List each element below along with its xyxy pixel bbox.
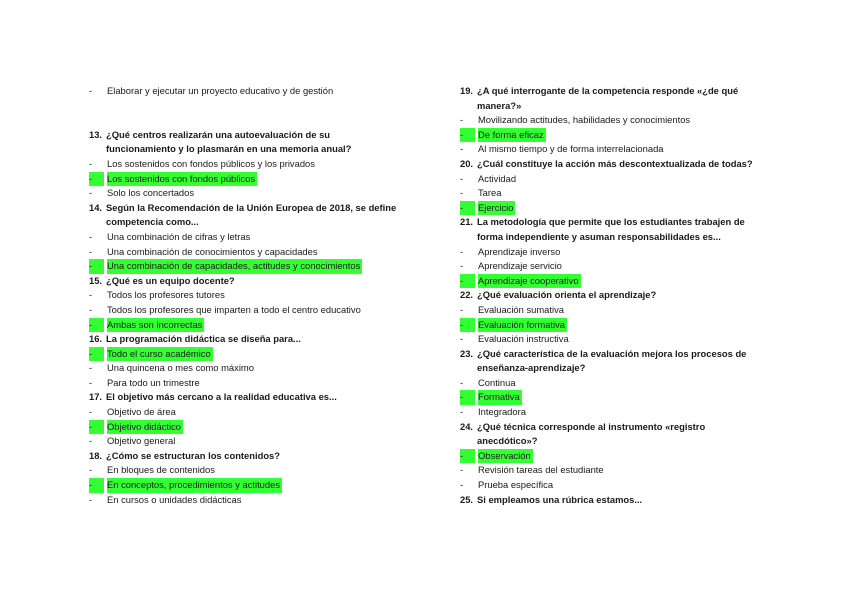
bullet-dash: - [89,376,93,388]
answer-option [89,376,419,391]
question [89,128,419,143]
answer-option [89,186,419,201]
answer-text: Los sostenidos con fondos públicos y los privados [107,157,315,169]
bullet-dash: - [460,464,464,476]
question-number: 15. [89,274,103,286]
bullet-dash: - [460,390,475,405]
question-text-continued: manera?» [477,99,522,111]
answer-text: Revisión tareas del estudiante [478,464,604,476]
question-text-continued: competencia como... [106,216,199,228]
answer-text: Observación [478,449,533,464]
question [460,157,800,172]
bullet-dash: - [460,172,464,184]
answer-text: Para todo un trimestre [107,376,200,388]
answer-text: Ejercicio [478,201,515,216]
answer-option [460,259,800,274]
answer-option-correct [89,318,419,333]
answer-text: Todo el curso académico [107,347,213,362]
answer-option [460,303,800,318]
bullet-dash: - [89,230,93,242]
question-number: 23. [460,347,474,359]
answer-option-correct [460,390,800,405]
bullet-dash: - [460,333,464,345]
answer-text: Una quincena o mes como máximo [107,362,254,374]
question-text: Si empleamos una rúbrica estamos... [477,493,643,505]
bullet-dash: - [460,479,464,491]
question-number: 19. [460,85,474,96]
question-number: 24. [460,420,474,432]
answer-text: En conceptos, procedimientos y actitudes [107,478,282,493]
answer-option [460,113,800,128]
bullet-dash: - [460,318,475,333]
answer-text: Una combinación de cifras y letras [107,230,251,242]
answer-text: Integradora [478,406,526,418]
question-text: Según la Recomendación de la Unión Europea de 2018, se define [106,201,397,213]
question-number: 14. [89,201,103,213]
question [89,390,419,405]
question-number: 22. [460,289,474,301]
question-number: 25. [460,493,474,505]
bullet-dash: - [89,493,93,505]
answer-option [89,493,419,508]
question-text-continued: anecdótico»? [477,435,538,447]
question-number: 17. [89,391,103,403]
bullet-dash: - [89,187,93,199]
question-text-continued: enseñanza-aprendizaje? [477,362,586,374]
answer-text: Objetivo de área [107,406,176,418]
question-text: ¿Qué característica de la evaluación mejora los procesos de [477,347,747,359]
question-text: ¿Qué centros realizarán una autoevaluación de su [106,128,331,140]
answer-option-correct [89,478,419,493]
question-text: ¿Cuál constituye la acción más descontextualizada de todas? [477,157,753,169]
bullet-dash: - [460,245,464,257]
question-text: La metodología que permite que los estudiantes trabajen de [477,216,745,228]
bullet-dash: - [460,303,464,315]
bullet-dash: - [89,259,104,274]
bullet-dash: - [89,406,93,418]
bullet-dash: - [460,406,464,418]
answer-option [89,288,419,303]
question-number: 21. [460,216,474,228]
question [460,420,800,435]
answer-option-correct [460,318,800,333]
question [89,201,419,216]
answer-option [89,230,419,245]
question-text: ¿Qué técnica corresponde al instrumento «registro [477,420,706,432]
bullet-dash: - [89,85,93,96]
answer-option [460,376,800,391]
question-text: ¿A qué interrogante de la competencia responde «¿de qué [477,85,739,96]
bullet-dash: - [89,318,104,333]
answer-text: Prueba específica [478,479,554,491]
answer-text: Movilizando actitudes, habilidades y conocimientos [478,114,691,126]
answer-option-correct [89,259,419,274]
bullet-dash: - [460,260,464,272]
question [460,288,800,303]
answer-text: Todos los profesores tutores [107,289,225,301]
question [460,347,800,362]
answer-option [460,245,800,260]
answer-text: Continua [478,376,516,388]
question-text: La programación didáctica se diseña para... [106,333,301,345]
bullet-dash: - [89,362,93,374]
question [89,332,419,347]
question-text: ¿Qué evaluación orienta el aprendizaje? [477,289,657,301]
bullet-dash: - [89,420,104,435]
answer-text: Objetivo general [107,435,176,447]
answer-text: Al mismo tiempo y de forma interrelacionada [478,143,664,155]
answer-text: Evaluación sumativa [478,303,564,315]
answer-text: Elaborar y ejecutar un proyecto educativo y de gestión [107,85,334,96]
bullet-dash: - [460,143,464,155]
bullet-dash: - [89,464,93,476]
question-text: ¿Qué es un equipo docente? [106,274,235,286]
answer-option [89,303,419,318]
answer-text: Objetivo didáctico [107,420,183,435]
question [460,493,800,508]
blank-line [89,113,419,128]
bullet-dash: - [89,347,104,362]
question-number: 13. [89,128,103,140]
bullet-dash: - [89,289,93,301]
question [460,84,800,99]
answer-text: En bloques de contenidos [107,464,215,476]
answer-text: Una combinación de conocimientos y capacidades [107,245,318,257]
answer-text: Actividad [478,172,517,184]
question [460,215,800,230]
answer-text: Todos los profesores que imparten a todo el centro educativo [107,303,361,315]
answer-option [460,172,800,187]
answer-text: Una combinación de capacidades, actitudes y conocimientos [107,259,362,274]
answer-option [89,157,419,172]
answer-option-correct [460,449,800,464]
question-number: 16. [89,333,103,345]
answer-text: Aprendizaje inverso [478,245,561,257]
right-column [460,84,800,507]
answer-option [460,463,800,478]
answer-text: De forma eficaz [478,128,546,143]
question-text: ¿Cómo se estructuran los contenidos? [106,449,280,461]
bullet-dash: - [89,245,93,257]
answer-option-correct [460,274,800,289]
answer-text: En cursos o unidades didácticas [107,493,242,505]
bullet-dash: - [460,201,475,216]
bullet-dash: - [89,303,93,315]
bullet-dash: - [460,376,464,388]
question [89,449,419,464]
bullet-dash: - [89,157,93,169]
answer-option [460,405,800,420]
answer-option [89,245,419,260]
answer-option [89,405,419,420]
answer-text: Evaluación formativa [478,318,567,333]
bullet-dash: - [89,435,93,447]
bullet-dash: - [89,478,104,493]
answer-text: Tarea [478,187,502,199]
answer-text: Ambas son incorrectas [107,318,204,333]
question-number: 18. [89,449,103,461]
answer-option [89,84,419,99]
question-number: 20. [460,157,474,169]
answer-text: Aprendizaje servicio [478,260,562,272]
answer-option [89,434,419,449]
answer-option-correct [460,201,800,216]
answer-option [89,463,419,478]
answer-option-correct [89,347,419,362]
answer-text: Los sostenidos con fondos públicos [107,172,257,187]
left-column [89,84,419,507]
blank-line [89,99,419,114]
bullet-dash: - [460,114,464,126]
bullet-dash: - [460,128,475,143]
question-text-continued: funcionamiento y lo plasmarán en una memoria anual? [106,143,352,155]
bullet-dash: - [89,172,104,187]
question-text: El objetivo más cercano a la realidad educativa es... [106,391,337,403]
answer-text: Formativa [478,390,522,405]
question-text-continued: forma independiente y asuman responsabilidades es... [477,230,721,242]
answer-option [460,186,800,201]
answer-option-correct [460,128,800,143]
answer-option [460,478,800,493]
answer-option [460,142,800,157]
answer-option-correct [89,172,419,187]
question [89,274,419,289]
bullet-dash: - [460,449,475,464]
answer-option-correct [89,420,419,435]
bullet-dash: - [460,187,464,199]
answer-text: Solo los concertados [107,187,195,199]
bullet-dash: - [460,274,475,289]
answer-text: Evaluación instructiva [478,333,569,345]
answer-option [460,332,800,347]
answer-option [89,361,419,376]
answer-text: Aprendizaje cooperativo [478,274,581,289]
